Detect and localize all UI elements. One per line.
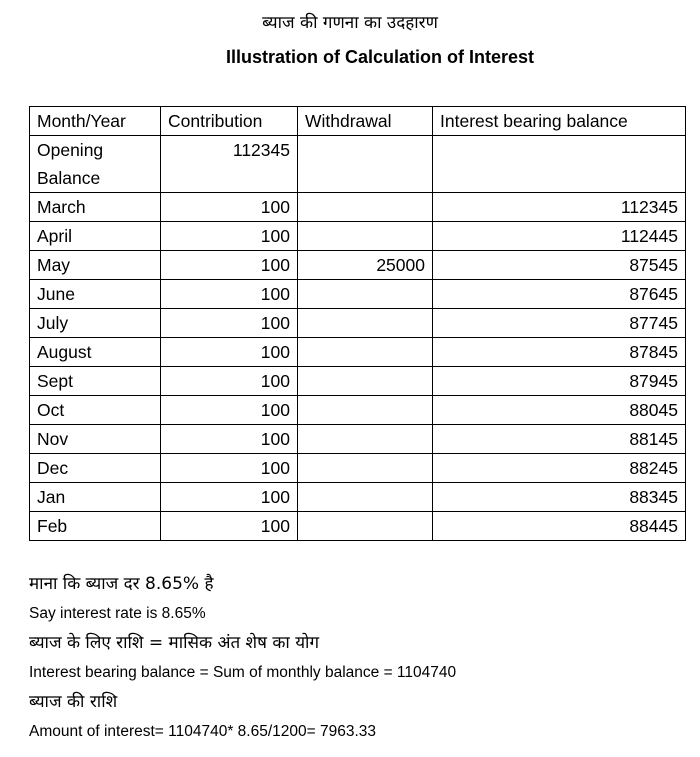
month-cell: June — [30, 280, 161, 309]
withdrawal-cell — [298, 222, 433, 251]
contribution-cell: 100 — [161, 483, 298, 512]
interest-calculation-table — [29, 106, 686, 541]
table-row — [30, 251, 686, 280]
withdrawal-cell: 25000 — [298, 251, 433, 280]
withdrawal-cell — [298, 483, 433, 512]
table-row — [30, 396, 686, 425]
header-withdrawal: Withdrawal — [298, 107, 433, 136]
contribution-cell: 100 — [161, 280, 298, 309]
withdrawal-cell — [298, 338, 433, 367]
balance-sum-note-english: Interest bearing balance = Sum of monthly balance = 1104740 — [29, 664, 457, 681]
contribution-cell: 100 — [161, 309, 298, 338]
month-cell: August — [30, 338, 161, 367]
contribution-cell: 100 — [161, 396, 298, 425]
contribution-cell: 100 — [161, 425, 298, 454]
contribution-cell: 112345 — [161, 136, 298, 193]
withdrawal-cell — [298, 367, 433, 396]
month-cell: Dec — [30, 454, 161, 483]
balance-sum-note-hindi: ब्याज के लिए राशि = मासिक अंत शेष का योग — [29, 633, 320, 653]
balance-cell: 87945 — [433, 367, 686, 396]
balance-cell: 112445 — [433, 222, 686, 251]
contribution-cell: 100 — [161, 367, 298, 396]
interest-amount-note-english: Amount of interest= 1104740* 8.65/1200= 7963.33 — [29, 723, 377, 740]
balance-cell: 87845 — [433, 338, 686, 367]
contribution-cell: 100 — [161, 222, 298, 251]
month-cell: Oct — [30, 396, 161, 425]
table-row — [30, 222, 686, 251]
table-row — [30, 280, 686, 309]
table-row — [30, 193, 686, 222]
table-header-row — [30, 107, 686, 136]
month-cell: Nov — [30, 425, 161, 454]
page-title-hindi: ब्याज की गणना का उदहारण — [262, 13, 438, 33]
contribution-cell: 100 — [161, 512, 298, 541]
table-row — [30, 309, 686, 338]
balance-cell: 88345 — [433, 483, 686, 512]
contribution-cell: 100 — [161, 193, 298, 222]
table-row — [30, 483, 686, 512]
page-title-english: Illustration of Calculation of Interest — [225, 47, 535, 67]
balance-cell: 87745 — [433, 309, 686, 338]
balance-cell: 88045 — [433, 396, 686, 425]
month-cell: Sept — [30, 367, 161, 396]
table-row — [30, 367, 686, 396]
interest-rate-note-hindi: माना कि ब्याज दर 8.65% है — [29, 574, 214, 594]
month-cell: Feb — [30, 512, 161, 541]
header-month-year: Month/Year — [30, 107, 161, 136]
withdrawal-cell — [298, 193, 433, 222]
balance-cell: 112345 — [433, 193, 686, 222]
contribution-cell: 100 — [161, 454, 298, 483]
header-contribution: Contribution — [161, 107, 298, 136]
balance-cell: 87645 — [433, 280, 686, 309]
month-cell: Opening Balance — [30, 136, 161, 193]
month-cell: July — [30, 309, 161, 338]
table-row — [30, 136, 686, 193]
contribution-cell: 100 — [161, 251, 298, 280]
withdrawal-cell — [298, 280, 433, 309]
balance-cell: 88445 — [433, 512, 686, 541]
withdrawal-cell — [298, 136, 433, 193]
table-row — [30, 454, 686, 483]
month-cell: April — [30, 222, 161, 251]
withdrawal-cell — [298, 396, 433, 425]
balance-cell: 88145 — [433, 425, 686, 454]
month-cell: May — [30, 251, 161, 280]
withdrawal-cell — [298, 425, 433, 454]
balance-cell: 87545 — [433, 251, 686, 280]
calculation-notes — [29, 570, 689, 747]
withdrawal-cell — [298, 454, 433, 483]
contribution-cell: 100 — [161, 338, 298, 367]
table-row — [30, 425, 686, 454]
table-row — [30, 338, 686, 367]
withdrawal-cell — [298, 512, 433, 541]
month-cell: Jan — [30, 483, 161, 512]
table-row — [30, 512, 686, 541]
interest-rate-note-english: Say interest rate is 8.65% — [29, 605, 206, 622]
month-cell: March — [30, 193, 161, 222]
balance-cell: 88245 — [433, 454, 686, 483]
header-interest-bearing-balance: Interest bearing balance — [433, 107, 686, 136]
interest-amount-note-hindi: ब्याज की राशि — [29, 692, 118, 712]
balance-cell — [433, 136, 686, 193]
withdrawal-cell — [298, 309, 433, 338]
